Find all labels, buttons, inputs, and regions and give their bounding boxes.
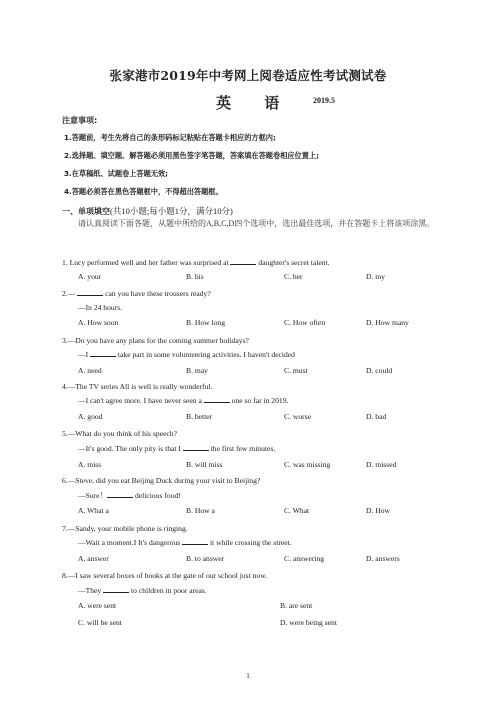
section-heading bbox=[62, 205, 233, 217]
option-b: B. How a bbox=[186, 506, 215, 515]
option-d: D. were being sent bbox=[280, 618, 337, 627]
option-a: A. good bbox=[78, 412, 103, 421]
option-d: D. How bbox=[366, 506, 391, 515]
option-d: D. missed bbox=[366, 460, 397, 469]
question-6-line bbox=[62, 476, 260, 485]
answer-blank bbox=[230, 258, 256, 265]
option-d: D. bad bbox=[366, 412, 387, 421]
option-d: D. How many bbox=[366, 318, 409, 327]
option-b: B. How long bbox=[186, 318, 226, 327]
question-text: —Wait a moment.I It's dangerous bbox=[78, 538, 183, 547]
question-5-line bbox=[78, 444, 275, 453]
question-text: can you have these trousers ready? bbox=[103, 289, 211, 298]
question-4-line bbox=[78, 396, 288, 405]
question-text: 2.— bbox=[62, 289, 78, 298]
question-text: —I can't agree more. I have never seen a bbox=[78, 396, 204, 405]
question-text: 7.—Sandy, your mobile phone is ringing. bbox=[62, 524, 188, 533]
subject-title: 英 语 bbox=[216, 94, 294, 112]
option-a: A. were sent bbox=[78, 601, 117, 610]
question-text: the first few minutes. bbox=[208, 444, 276, 453]
question-5-line bbox=[62, 429, 177, 438]
question-7-line bbox=[78, 538, 292, 547]
option-b: B. may bbox=[186, 366, 208, 375]
exam-date: 2019.5 bbox=[313, 96, 335, 105]
question-text: —I bbox=[78, 350, 91, 359]
option-d: D. could bbox=[366, 366, 393, 375]
answer-blank bbox=[182, 538, 208, 545]
question-3-line bbox=[62, 336, 249, 345]
option-c: C. worse bbox=[284, 412, 311, 421]
question-text: one so far in 2019. bbox=[229, 396, 289, 405]
option-c: C. must bbox=[284, 366, 308, 375]
option-c: C. her bbox=[284, 272, 303, 281]
question-text: —Sure！ bbox=[78, 491, 108, 500]
question-4-line bbox=[62, 382, 212, 391]
option-b: B. his bbox=[186, 272, 204, 281]
question-text: it while crossing the street. bbox=[208, 538, 292, 547]
option-b: B. better bbox=[186, 412, 213, 421]
question-text: take part in some volunteering activities. I haven't decided bbox=[116, 350, 295, 359]
question-text: 8.—I saw several boxes of books at the gate of our school just now. bbox=[62, 571, 268, 580]
answer-blank bbox=[77, 289, 103, 296]
question-text: 4.—The TV series All is well is really wonderful. bbox=[62, 382, 213, 391]
question-text: 3.—Do you have any plans for the coming summer holidays? bbox=[62, 336, 249, 345]
notice-item: 4.答题必须答在黑色答题框中，不得超出答题框。 bbox=[64, 187, 223, 196]
question-8-line bbox=[62, 571, 267, 580]
option-a: A. answer bbox=[78, 554, 109, 563]
question-text: —It's good. The only pity is that I bbox=[78, 444, 183, 453]
question-3-line bbox=[78, 350, 295, 359]
option-a: A. need bbox=[78, 366, 102, 375]
option-a: A. How soon bbox=[78, 318, 119, 327]
answer-blank bbox=[90, 350, 116, 357]
option-b: B. will miss bbox=[186, 460, 223, 469]
page-number: 1 bbox=[246, 672, 250, 680]
exam-title: 张家港市2019年中考网上阅卷适应性考试测试卷 bbox=[109, 68, 387, 83]
option-c: C. will be sent bbox=[78, 618, 122, 627]
question-text: daughter's secret talent. bbox=[256, 258, 330, 267]
option-d: D. my bbox=[366, 272, 385, 281]
notice-item: 1.答题前，考生先将自己的条形码标记粘贴在答题卡相应的方框内; bbox=[64, 133, 276, 142]
option-a: A. miss bbox=[78, 460, 102, 469]
question-2-line bbox=[62, 289, 211, 298]
answer-blank bbox=[183, 444, 209, 451]
question-6-line bbox=[78, 490, 181, 501]
answer-blank bbox=[103, 586, 129, 593]
question-text: 5.—What do you think of his speech? bbox=[62, 429, 177, 438]
question-text: 6.—Steve, did you eat Beijing Duck during your visit to Beijing? bbox=[62, 476, 261, 485]
notice-item: 3.在草稿纸、试题卷上答题无效; bbox=[64, 169, 169, 178]
question-text: 1. Lucy performed well and her father was surprised at bbox=[62, 258, 231, 267]
option-c: C. What bbox=[284, 506, 310, 515]
notice-item: 2.选择题、填空题、解答题必须用黑色签字笔答题，答案填在答题卷相应位置上; bbox=[64, 151, 319, 160]
option-c: C. answering bbox=[284, 554, 325, 563]
question-7-line bbox=[62, 524, 188, 533]
question-text: —They bbox=[78, 586, 104, 595]
question-8-line bbox=[78, 586, 207, 595]
question-text: to children in poor areas. bbox=[129, 586, 207, 595]
question-2-line bbox=[78, 303, 122, 312]
question-1-line bbox=[62, 258, 330, 267]
answer-blank bbox=[204, 396, 230, 403]
option-c: C. was missing bbox=[284, 460, 331, 469]
section-heading-bold: 一、单项填空 bbox=[62, 207, 110, 216]
option-b: B. to answer bbox=[186, 554, 225, 563]
option-a: A. your bbox=[78, 272, 102, 281]
option-d: D. answers bbox=[366, 554, 400, 563]
section-heading-detail: (共10小题;每小题1分，满分10分) bbox=[110, 206, 233, 216]
question-text: delicious food! bbox=[133, 491, 181, 500]
option-b: B. are sent bbox=[280, 601, 313, 610]
question-text: —In 24 hours. bbox=[78, 303, 123, 312]
section-instruction: 请认真阅读下面各题，从题中所给的A,B,C,D四个选项中，选出最佳选项，并在答题卡上将该项涂黑。 bbox=[78, 219, 435, 228]
answer-blank bbox=[107, 491, 133, 498]
notice-heading: 注意事项: bbox=[62, 116, 98, 125]
option-c: C. How often bbox=[284, 318, 326, 327]
option-a: A. What a bbox=[78, 506, 109, 515]
